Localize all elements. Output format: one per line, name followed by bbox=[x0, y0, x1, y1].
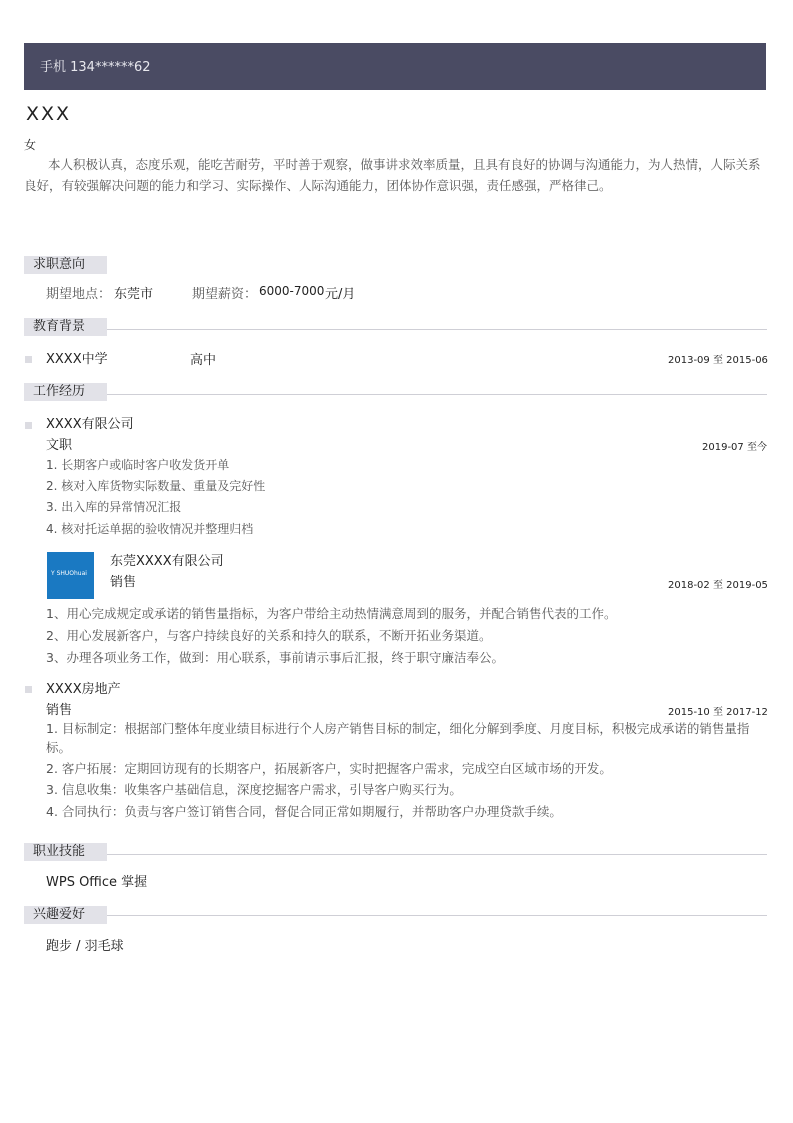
job-duty: 4. 合同执行：负责与客户签订销售合同，督促合同正常如期履行，并帮助客户办理贷款手续。 bbox=[46, 804, 562, 819]
education-date: 2013-09 至 2015-06 bbox=[668, 355, 768, 366]
section-title: 兴趣爱好 bbox=[33, 907, 86, 922]
skill-item: WPS Office 掌握 bbox=[46, 875, 148, 890]
job-position: 销售 bbox=[46, 703, 73, 718]
section-divider bbox=[107, 329, 767, 330]
job-duty: 1、用心完成规定或承诺的销售量指标，为客户带给主动热情满意周到的服务，并配合销售代表的工作。 bbox=[46, 606, 617, 621]
job-position: 文职 bbox=[46, 438, 73, 453]
location-value: 东莞市 bbox=[114, 287, 154, 302]
section-divider bbox=[107, 915, 767, 916]
company-name: XXXX房地产 bbox=[46, 682, 121, 697]
section-title: 教育背景 bbox=[33, 319, 86, 334]
bullet-marker bbox=[25, 356, 32, 363]
bullet-marker bbox=[25, 686, 32, 693]
company-logo bbox=[47, 552, 94, 599]
salary-label: 期望薪资： bbox=[192, 287, 258, 302]
job-duty: 1. 长期客户或临时客户收发货开单 bbox=[46, 458, 230, 472]
job-duty: 3. 信息收集：收集客户基础信息，深度挖掘客户需求，引导客户购买行为。 bbox=[46, 782, 462, 797]
phone-number: 手机 134******62 bbox=[40, 60, 151, 75]
job-duty: 4. 核对托运单据的验收情况并整理归档 bbox=[46, 522, 254, 536]
hobby-item: 跑步 / 羽毛球 bbox=[46, 939, 124, 954]
header-bar bbox=[24, 43, 766, 90]
gender: 女 bbox=[24, 138, 37, 152]
self-introduction: 本人积极认真，态度乐观，能吃苦耐劳，平时善于观察，做事讲求效率质量，且具有良好的协调与沟通能力，为人热情，人际关系良好，有较强解决问题的能力和学习、实际操作、人际沟通能力，团体协作意识强，责任感强，严格律己。 bbox=[24, 157, 761, 193]
company-name: XXXX有限公司 bbox=[46, 417, 134, 432]
job-position: 销售 bbox=[110, 575, 137, 590]
job-date: 2018-02 至 2019-05 bbox=[668, 580, 768, 591]
job-date: 2015-10 至 2017-12 bbox=[668, 707, 768, 718]
logo-text: Y SHUOhuai bbox=[51, 570, 87, 577]
bullet-marker bbox=[25, 422, 32, 429]
section-title: 求职意向 bbox=[33, 257, 86, 272]
section-title: 工作经历 bbox=[33, 384, 86, 399]
degree: 高中 bbox=[190, 353, 217, 368]
section-divider bbox=[107, 854, 767, 855]
job-duty: 2. 核对入库货物实际数量、重量及完好性 bbox=[46, 479, 266, 493]
job-duty: 3、办理各项业务工作，做到：用心联系，事前请示事后汇报，终于职守廉洁奉公。 bbox=[46, 650, 504, 665]
job-date: 2019-07 至今 bbox=[702, 442, 767, 453]
school-name: XXXX中学 bbox=[46, 352, 108, 367]
section-divider bbox=[107, 394, 767, 395]
salary-value: 6000-7000 bbox=[259, 284, 325, 298]
candidate-name: XXX bbox=[26, 103, 72, 125]
job-duty: 2. 客户拓展：定期回访现有的长期客户，拓展新客户，实时把握客户需求，完成空白区域市场的开发。 bbox=[46, 761, 612, 776]
job-duty: 2、用心发展新客户，与客户持续良好的关系和持久的联系，不断开拓业务渠道。 bbox=[46, 628, 492, 643]
job-duty: 1. 目标制定：根据部门整体年度业绩目标进行个人房产销售目标的制定，细化分解到季度、月度目标，积极完成承诺的销售量指标。 bbox=[46, 721, 750, 755]
salary-unit: 元/月 bbox=[325, 287, 356, 302]
job-duty: 3. 出入库的异常情况汇报 bbox=[46, 500, 182, 514]
location-label: 期望地点： bbox=[46, 287, 112, 302]
section-title: 职业技能 bbox=[33, 844, 86, 859]
company-name: 东莞XXXX有限公司 bbox=[110, 554, 224, 569]
